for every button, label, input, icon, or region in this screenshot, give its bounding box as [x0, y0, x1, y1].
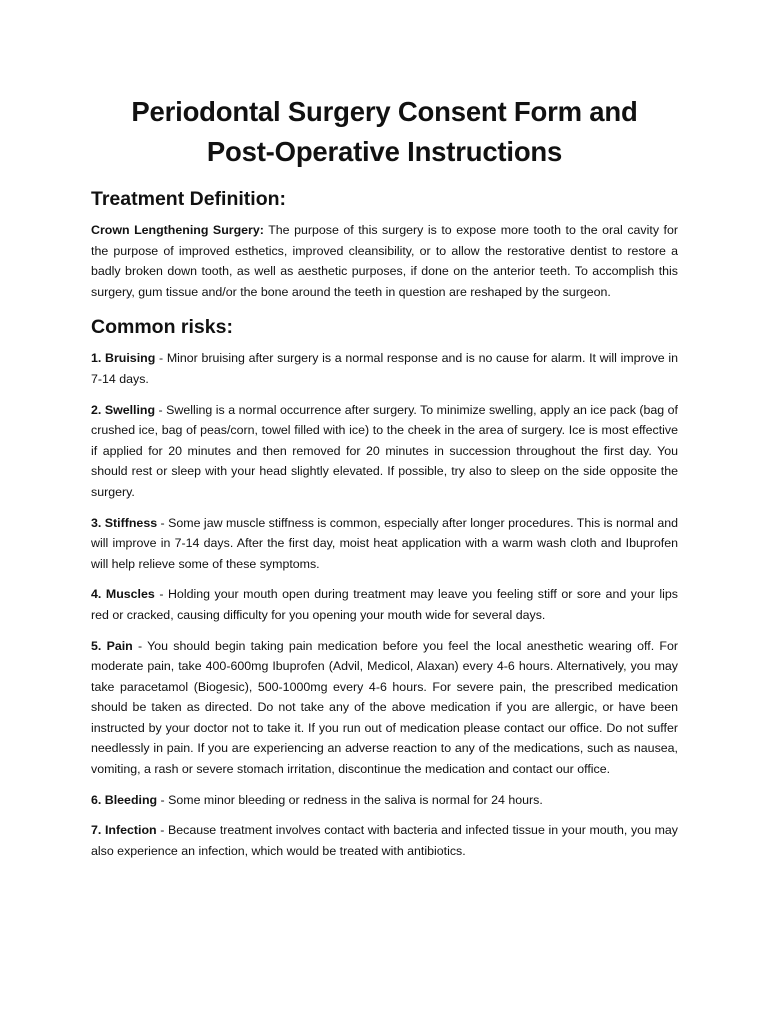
treatment-definition-paragraph — [91, 220, 678, 302]
common-risks-heading: Common risks: — [91, 316, 233, 339]
risk-label: 5. Pain — [91, 638, 133, 653]
risk-label: 6. Bleeding — [91, 792, 158, 807]
risk-item-pain — [91, 636, 678, 780]
title-line-1: Periodontal Surgery Consent Form and — [131, 96, 638, 127]
risk-label: 3. Stiffness — [91, 515, 158, 530]
risk-list — [91, 348, 678, 861]
risk-item-muscles — [91, 584, 678, 625]
risk-item-swelling — [91, 400, 678, 503]
risk-text: - Some minor bleeding or redness in the saliva is normal for 24 hours. — [157, 792, 543, 807]
risk-text: - Holding your mouth open during treatment may leave you feeling stiff or sore and your lips red or cracked, causing difficulty for you opening your mouth wide for several days. — [91, 587, 678, 622]
risk-text: - Minor bruising after surgery is a normal response and is no cause for alarm. It will improve in 7-14 days. — [91, 351, 678, 386]
risk-item-stiffness — [91, 513, 678, 575]
title-line-2: Post-Operative Instructions — [206, 136, 563, 167]
risk-label: 4. Muscles — [91, 587, 155, 602]
risk-text: - Because treatment involves contact with bacteria and infected tissue in your mouth, you may also experience an infection, which would be treated with antibiotics. — [91, 823, 678, 858]
treatment-text: The purpose of this surgery is to expose more tooth to the oral cavity for the purpose of improved esthetics, improved cleansibility, or to allow the restorative dentist to restore a badly broken down tooth, as well as aesthetic purposes, if done on the anterior teeth. To accomplish this surgery, gum tissue and/or the bone around the teeth in question are reshaped by the surgeon. — [91, 223, 678, 299]
treatment-term: Crown Lengthening Surgery: — [91, 223, 264, 237]
risk-item-infection — [91, 820, 678, 861]
treatment-definition-heading: Treatment Definition: — [91, 188, 287, 210]
risk-text: - You should begin taking pain medication before you feel the local anesthetic wearing off. For moderate pain, take 400-600mg Ibuprofen (Advil, Medicol, Alaxan) every 4-6 hours. Alternatively, you may take paracetamol (Biogesic), 500-1000mg every 4-6 hours. For severe pain, the prescribed medication should be taken as directed. Do not take any of the above medication if you are allergic, or have been instructed by your doctor not to take it. If you run out of medication please contact our office. Do not suffer needlessly in pain. If you are experiencing an adverse reaction to any of the medications, such as nausea, vomiting, a rash or severe stomach irritation, discontinue the medication and contact our office. — [91, 638, 678, 777]
risk-label: 7. Infection — [91, 823, 157, 838]
risk-label: 1. Bruising — [91, 351, 156, 366]
risk-text: - Some jaw muscle stiffness is common, especially after longer procedures. This is normal and will improve in 7-14 days. After the first day, moist heat application with a warm wash cloth and Ibuprofen will help relieve some of these symptoms. — [91, 515, 678, 571]
risk-item-bleeding — [91, 790, 678, 811]
risk-text: - Swelling is a normal occurrence after surgery. To minimize swelling, apply an ice pack (bag of crushed ice, bag of peas/corn, towel filled with ice) to the cheek in the area of surgery. Ice is most effective if applied for 20 minutes and then removed for 20 minutes in succession throughout the first day. You should rest or sleep with your head slightly elevated. If possible, try also to sleep on the side opposite the surgery. — [91, 402, 678, 499]
risk-label: 2. Swelling — [91, 402, 156, 417]
risk-item-bruising — [91, 348, 678, 389]
page-title — [91, 92, 678, 172]
